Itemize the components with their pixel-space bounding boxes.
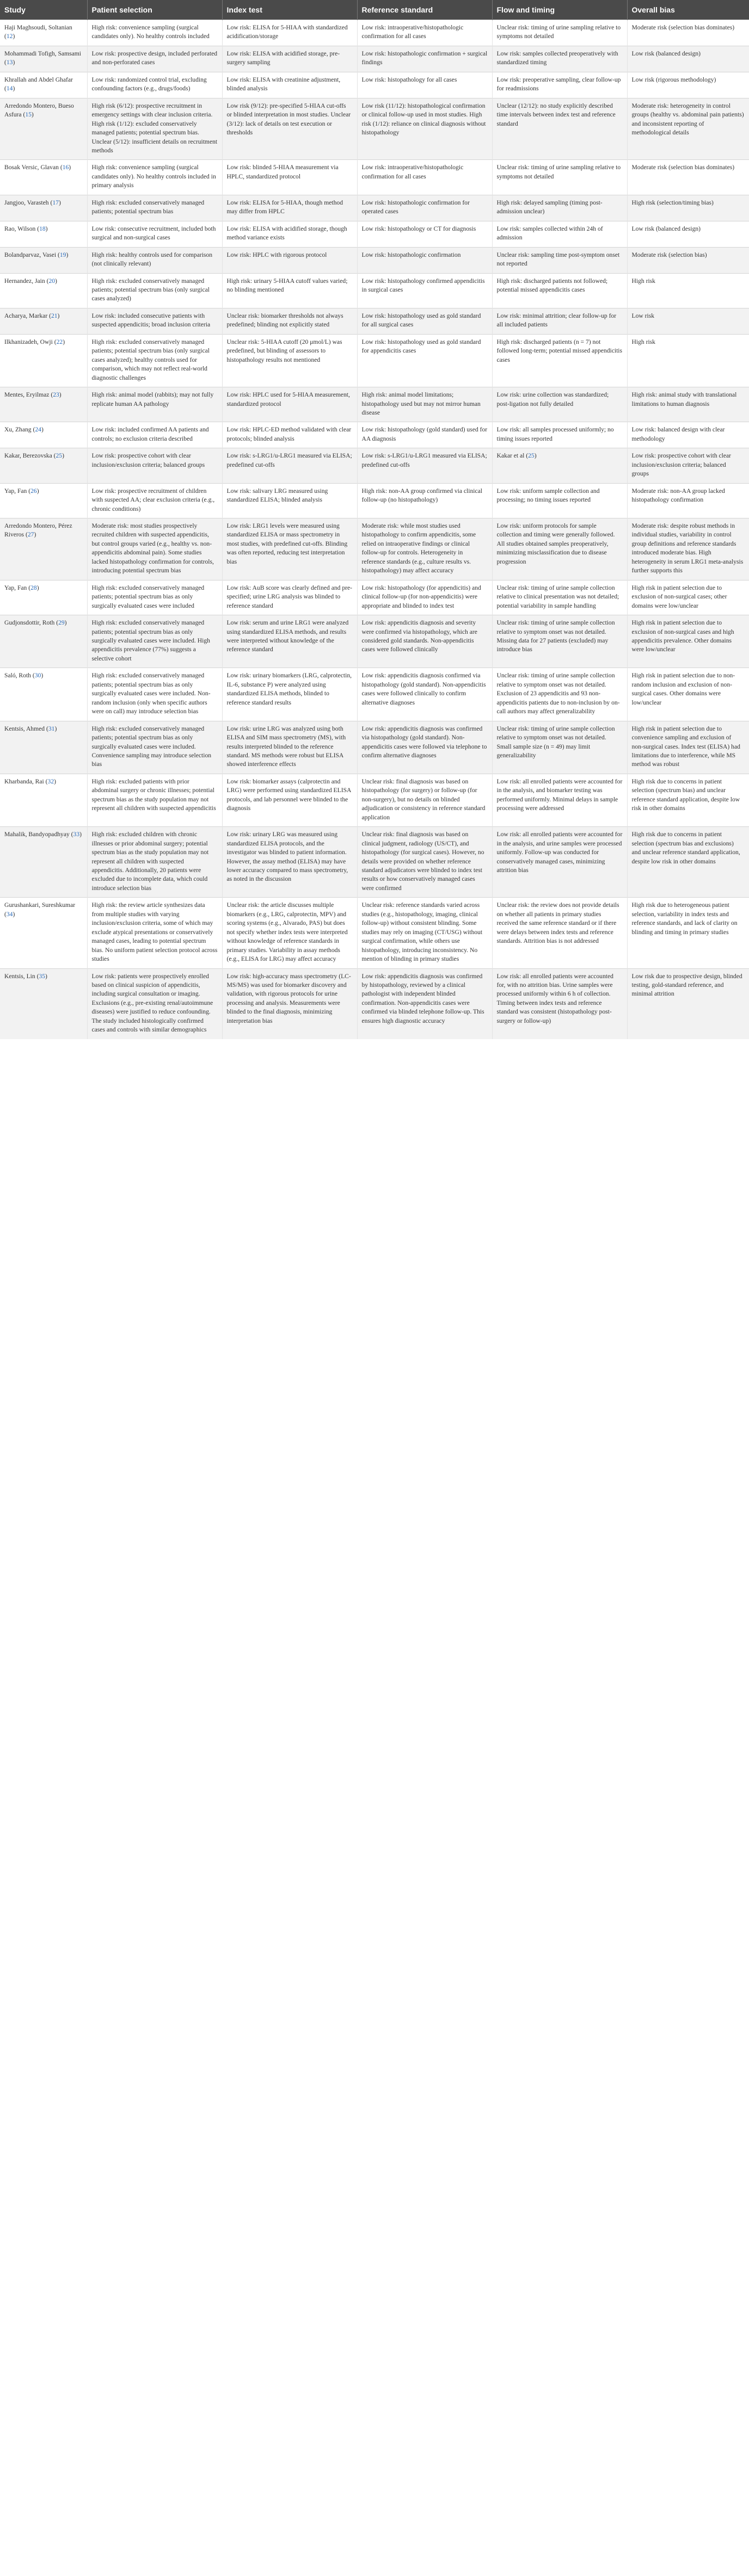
reference-standard-cell: Low risk: histopathology (gold standard) used for AA diagnosis [357,422,492,448]
table-row [0,195,749,221]
study-author: Saló, Roth [4,672,31,679]
flow-timing-cell: High risk: discharged patients (n = 7) not followed long-term; potential missed appendicitis cases [492,334,627,387]
study-author: Arredondo Montero, Bueso Asfura [4,102,74,119]
table-row [0,668,749,721]
study-author: Khrallah and Abdel Ghafar [4,76,73,83]
study-author: Bosak Versic, Glavan [4,164,59,171]
study-author: Ilkhanizadeh, Owji [4,338,53,345]
index-test-cell: Low risk: AuB score was clearly defined and pre-specified; urine LRG analysis was blinded to reference standard [222,580,357,615]
patient-selection-cell: High risk: excluded conservatively managed patients; potential spectrum bias [87,195,222,221]
reference-standard-cell: Low risk: histopathologic confirmation [357,247,492,273]
overall-bias-cell: Low risk (balanced design) [627,46,749,72]
study-author: Gudjonsdottir, Roth [4,619,55,627]
study-author: Rao, Wilson [4,225,36,232]
table-row [0,580,749,615]
study-cell: Arredondo Montero, Bueso Asfura (15) [0,98,87,160]
table-row [0,308,749,334]
flow-timing-cell: Kakar et al (25) [492,448,627,483]
patient-selection-cell: High risk: excluded conservatively managed patients; potential spectrum bias as only surgically evaluated cases were included. Non-random inclusion (only when specific authors were on call) may introduce selection bias [87,668,222,721]
table-row [0,422,749,448]
table-row [0,72,749,98]
index-test-cell: Unclear risk: biomarker thresholds not always predefined; blinding not explicitly stated [222,308,357,334]
overall-bias-cell: Low risk: balanced design with clear methodology [627,422,749,448]
flow-timing-cell: Unclear risk: the review does not provide details on whether all patients in primary studies received the same reference standard or if there were delays between index tests and reference standards. Attrition bias is not addressed [492,898,627,968]
table-row [0,898,749,968]
table-row [0,247,749,273]
citation-link[interactable]: 16 [62,164,69,171]
index-test-cell: Low risk: HPLC with rigorous protocol [222,247,357,273]
patient-selection-cell: High risk (6/12): prospective recruitment in emergency settings with clear inclusion criteria. High risk (1/12): excluded conservatively managed patients; potential spectrum bias. Unclear (5/12): insufficient details on recruitment methods [87,98,222,160]
patient-selection-cell: Low risk: included confirmed AA patients and controls; no exclusion criteria described [87,422,222,448]
flow-timing-cell: Low risk: urine collection was standardized; post-ligation not fully detailed [492,387,627,422]
table-row [0,827,749,898]
citation-link[interactable]: 29 [58,619,65,627]
index-test-cell: Low risk: biomarker assays (calprotectin and LRG) were performed using standardized ELISA protocols, and lab personnel were blinded to the diagnosis [222,774,357,826]
reference-standard-cell: Unclear risk: final diagnosis was based on clinical judgment, radiology (US/CT), and histopathology (for surgical cases). However, no details were provided on whether reference standard adjudicators were blinded to index test results or how conservatively managed cases were confirmed [357,827,492,898]
study-author: Jangjoo, Varasteh [4,199,49,206]
table-row [0,160,749,195]
study-cell: Gurushankari, Sureshkumar (34) [0,898,87,968]
study-author: Gurushankari, Sureshkumar [4,901,76,909]
study-cell: Hernandez, Jain (20) [0,273,87,308]
study-author: Arredondo Montero, Pérez Riveros [4,522,72,539]
index-test-cell: Low risk: ELISA with creatinine adjustment, blinded analysis [222,72,357,98]
table-row [0,98,749,160]
patient-selection-cell: High risk: convenience sampling (surgical candidates only). No healthy controls included in primary analysis [87,160,222,195]
overall-bias-cell: High risk in patient selection due to exclusion of non-surgical cases; other domains were low/unclear [627,580,749,615]
flow-timing-cell: Low risk: all enrolled patients were accounted for, with no attrition bias. Urine samples were processed uniformly within 6 h of collection. Timing between index tests and reference standard was consistent (histopathology post-surgery or follow-up) [492,968,627,1039]
table-row [0,518,749,580]
overall-bias-cell: High risk in patient selection due to exclusion of non-surgical cases and high appendicitis prevalence. Other domains were low/unclear [627,615,749,668]
overall-bias-cell: Low risk [627,308,749,334]
index-test-cell: Unclear risk: 5-HIAA cutoff (20 μmol/L) was predefined, but blinding of assessors to histopathology results not mentioned [222,334,357,387]
index-test-cell: Low risk: urinary LRG was measured using standardized ELISA protocols, and the investigator was blinded to patient information. However, the assay method (ELISA) may have lower accuracy compared to mass spectrometry, as noted in the discussion [222,827,357,898]
overall-bias-cell: Moderate risk: despite robust methods in individual studies, variability in control group definitions and reference standards introduced moderate bias. High heterogeneity in serum LRG1 meta-analysis further supports this [627,518,749,580]
index-test-cell: Low risk: ELISA for 5-HIAA with standardized acidification/storage [222,20,357,46]
overall-bias-cell: High risk due to concerns in patient selection (spectrum bias and exclusions) and unclear reference standard application, despite low risk in other domains [627,827,749,898]
flow-timing-cell: Unclear risk: timing of urine sample collection relative to symptom onset was not detailed. Small sample size (n = 49) may limit generalizability [492,721,627,774]
citation-link[interactable]: 31 [48,725,55,732]
overall-bias-cell: High risk (selection/timing bias) [627,195,749,221]
citation-link[interactable]: 12 [6,33,13,40]
patient-selection-cell: High risk: the review article synthesizes data from multiple studies with varying inclusion/exclusion criteria, some of which may exclude atypical presentations or conservatively managed cases, leading to potential spectrum bias. No uniform patient selection protocol across studies [87,898,222,968]
study-cell: Rao, Wilson (18) [0,221,87,247]
flow-timing-cell: Unclear risk: sampling time post-symptom onset not reported [492,247,627,273]
reference-standard-cell: Low risk: s-LRG1/u-LRG1 measured via ELISA; predefined cut-offs [357,448,492,483]
flow-timing-cell: Low risk: all enrolled patients were accounted for in the analysis, and biomarker testing was performed uniformly. Minimal delays in sample processing were addressed [492,774,627,826]
flow-timing-cell: Unclear risk: timing of urine sample collection relative to symptom onset was not detailed. Missing data for 27 patients (excluded) may introduce bias [492,615,627,668]
study-author: Kharbanda, Rai [4,777,44,785]
patient-selection-cell: Low risk: included consecutive patients with suspected appendicitis; broad inclusion criteria [87,308,222,334]
table-row [0,46,749,72]
overall-bias-cell: High risk [627,273,749,308]
index-test-cell: Low risk: ELISA with acidified storage, though method variance exists [222,221,357,247]
reference-standard-cell: Low risk: appendicitis diagnosis confirmed via histopathology (gold standard). Non-appendicitis cases were followed clinically to confirm alternative diagnoses [357,668,492,721]
overall-bias-cell: Moderate risk: heterogeneity in control groups (healthy vs. abdominal pain patients) and inconsistent reporting of methodological details [627,98,749,160]
citation-link[interactable]: 13 [6,59,13,66]
index-test-cell: Low risk: HPLC used for 5-HIAA measurement, standardized protocol [222,387,357,422]
study-author: Kakar, Berezovska [4,452,52,460]
study-cell: Haji Maghsoudi, Soltanian (12) [0,20,87,46]
overall-bias-cell: Low risk (rigorous methodology) [627,72,749,98]
study-cell: Yap, Fan (26) [0,483,87,518]
study-cell: Mahalik, Bandyopadhyay (33) [0,827,87,898]
patient-selection-cell: High risk: animal model (rabbits); may not fully replicate human AA pathology [87,387,222,422]
study-author: Mohammadi Tofigh, Samsami [4,50,81,57]
table-row [0,721,749,774]
study-cell: Xu, Zhang (24) [0,422,87,448]
study-cell: Kentsis, Lin (35) [0,968,87,1039]
flow-timing-cell: Low risk: minimal attrition; clear follow-up for all included patients [492,308,627,334]
citation-link[interactable]: 20 [48,277,56,285]
header-row [0,0,749,20]
table-body [0,20,749,1039]
flow-timing-cell: Low risk: uniform sample collection and processing; no timing issues reported [492,483,627,518]
index-test-cell: Unclear risk: the article discusses multiple biomarkers (e.g., LRG, calprotectin, MPV) and scoring systems (e.g., Alvarado, PAS) but does not specify whether index tests were interpreted without knowledge of reference standards in primary studies. Variability in assay methods (e.g., ELISA for LRG) may affect accuracy [222,898,357,968]
overall-bias-cell: High risk [627,334,749,387]
table-row [0,483,749,518]
index-test-cell: High risk: urinary 5-HIAA cutoff values varied; no blinding mentioned [222,273,357,308]
reference-standard-cell: Low risk: histopathologic confirmation for operated cases [357,195,492,221]
flow-timing-cell: Unclear (12/12): no study explicitly described time intervals between index test and reference standard [492,98,627,160]
reference-standard-cell: Low risk: histopathology (for appendicitis) and clinical follow-up (for non-appendicitis) were appropriate and blinded to index test [357,580,492,615]
flow-timing-cell: Low risk: all samples processed uniformly; no timing issues reported [492,422,627,448]
reference-standard-cell: Low risk: appendicitis diagnosis and severity were confirmed via histopathology, which are considered gold standards. Non-appendicitis cases were followed clinically [357,615,492,668]
study-cell: Mohammadi Tofigh, Samsami (13) [0,46,87,72]
flow-timing-cell: Unclear risk: timing of urine sampling relative to symptoms not detailed [492,20,627,46]
patient-selection-cell: Moderate risk: most studies prospectively recruited children with suspected appendicitis, but control groups varied (e.g., healthy vs. non-appendicitis abdominal pain). Some studies lacked histopathology confirmation for controls, introducing potential spectrum bias [87,518,222,580]
study-cell: Kakar, Berezovska (25) [0,448,87,483]
study-cell: Gudjonsdottir, Roth (29) [0,615,87,668]
study-cell: Yap, Fan (28) [0,580,87,615]
overall-bias-cell: Moderate risk: non-AA group lacked histopathology confirmation [627,483,749,518]
flow-timing-cell: Unclear risk: timing of urine sample collection relative to symptom onset was not detailed. Exclusion of 23 appendicitis and 93 non-appendicitis patients due to non-inclusion by on-call authors may affect generalizability [492,668,627,721]
index-test-cell: Low risk: ELISA for 5-HIAA, though method may differ from HPLC [222,195,357,221]
reference-standard-cell: Low risk: histopathology used as gold standard for all surgical cases [357,308,492,334]
patient-selection-cell: High risk: excluded conservatively managed patients; potential spectrum bias as only surgically evaluated cases were included [87,580,222,615]
study-cell: Arredondo Montero, Pérez Riveros (27) [0,518,87,580]
study-cell: Bolandparvaz, Vasei (19) [0,247,87,273]
citation-link[interactable]: 25 [56,452,63,460]
patient-selection-cell: High risk: healthy controls used for comparison (not clinically relevant) [87,247,222,273]
reference-standard-cell: Low risk: histopathology used as gold standard for appendicitis cases [357,334,492,387]
overall-bias-cell: Low risk: prospective cohort with clear inclusion/exclusion criteria; balanced groups [627,448,749,483]
flow-timing-cell: Unclear risk: timing of urine sample collection relative to clinical presentation was not detailed; potential variability in sample handling [492,580,627,615]
reference-standard-cell: Low risk: intraoperative/histopathologic confirmation for all cases [357,20,492,46]
citation-link[interactable]: 19 [59,251,66,258]
index-test-cell: Low risk: urinary biomarkers (LRG, calprotectin, IL-6, substance P) were analyzed using standardized ELISA methods, blinded to reference standard results [222,668,357,721]
reference-standard-cell: Low risk: intraoperative/histopathologic confirmation for all cases [357,160,492,195]
study-author: Kentsis, Lin [4,972,35,980]
study-author: Hernandez, Jain [4,277,45,285]
study-cell: Mentes, Eryilmaz (23) [0,387,87,422]
study-cell: Ilkhanizadeh, Owji (22) [0,334,87,387]
patient-selection-cell: Low risk: consecutive recruitment, included both surgical and non-surgical cases [87,221,222,247]
patient-selection-cell: High risk: excluded conservatively managed patients; potential spectrum bias as only surgically evaluated cases were included. Convenience sampling may introduce selection bias [87,721,222,774]
reference-standard-cell: Low risk: histopathologic confirmation + surgical findings [357,46,492,72]
table-row [0,334,749,387]
citation-link[interactable]: 35 [39,972,46,980]
reference-standard-cell: Low risk: histopathology confirmed appendicitis in surgical cases [357,273,492,308]
patient-selection-cell: Low risk: prospective design, included perforated and non-perforated cases [87,46,222,72]
flow-timing-cell: Low risk: preoperative sampling, clear follow-up for readmissions [492,72,627,98]
index-test-cell: Low risk: serum and urine LRG1 were analyzed using standardized ELISA methods, and results were interpreted without knowledge of the reference standard [222,615,357,668]
reference-standard-cell: High risk: animal model limitations; histopathology used but may not mirror human disease [357,387,492,422]
patient-selection-cell: High risk: convenience sampling (surgical candidates only). No healthy controls included [87,20,222,46]
flow-timing-cell: Low risk: samples collected preoperatively with standardized timing [492,46,627,72]
table-row [0,615,749,668]
overall-bias-cell: Moderate risk (selection bias) [627,247,749,273]
reference-standard-cell: Low risk: histopathology or CT for diagnosis [357,221,492,247]
reference-standard-cell: Unclear risk: final diagnosis was based on histopathology (for surgery) or follow-up (for non-surgery), but no details on blinded adjudication or consistency in reference standard application [357,774,492,826]
citation-link[interactable]: 14 [6,85,13,92]
header-flow-timing: Flow and timing [492,0,627,20]
table-row [0,774,749,826]
flow-timing-cell: High risk: discharged patients not followed; potential missed appendicitis cases [492,273,627,308]
patient-selection-cell: Low risk: prospective cohort with clear inclusion/exclusion criteria; balanced groups [87,448,222,483]
patient-selection-cell: High risk: excluded children with chronic illnesses or prior abdominal surgery; potential spectrum bias as the study population may not represent all children with suspected appendicitis. Additionally, 20 patients were excluded due to incomplete data, which could introduce selection bias [87,827,222,898]
header-study: Study [0,0,87,20]
header-reference-standard: Reference standard [357,0,492,20]
index-test-cell: Low risk: ELISA with acidified storage, pre-surgery sampling [222,46,357,72]
index-test-cell: Low risk: urine LRG was analyzed using both ELISA and SIM mass spectrometry (MS), with results interpreted blinded to the reference standard. MS methods were robust but ELISA showed interference effects [222,721,357,774]
study-author: Haji Maghsoudi, Soltanian [4,24,72,31]
citation-link[interactable]: 32 [47,777,54,785]
table-row [0,273,749,308]
table-row [0,968,749,1039]
overall-bias-cell: High risk due to heterogeneous patient selection, variability in index tests and reference standards, and lack of clarity on blinding and timing in primary studies [627,898,749,968]
index-test-cell: Low risk: blinded 5-HIAA measurement via HPLC, standardized protocol [222,160,357,195]
reference-standard-cell: Low risk: appendicitis diagnosis was confirmed by histopathology, reviewed by a clinical pathologist with independent blinded confirmation. Non-appendicitis cases were confirmed via blinded telephone follow-up. This ensures high diagnostic accuracy [357,968,492,1039]
study-cell: Saló, Roth (30) [0,668,87,721]
flow-timing-cell: Low risk: uniform protocols for sample collection and timing were generally followed. All studies obtained samples preoperatively, minimizing misclassification due to disease progression [492,518,627,580]
citation-link[interactable]: 30 [34,672,41,679]
study-cell: Bosak Versic, Glavan (16) [0,160,87,195]
overall-bias-cell: Low risk due to prospective design, blinded testing, gold-standard reference, and minimal attrition [627,968,749,1039]
study-author: Xu, Zhang [4,426,32,434]
table-row [0,20,749,46]
citation-link[interactable]: 25 [528,452,535,460]
flow-timing-cell: Low risk: samples collected within 24h of admission [492,221,627,247]
index-test-cell: Low risk: salivary LRG measured using standardized ELISA; blinded analysis [222,483,357,518]
study-cell: Kharbanda, Rai (32) [0,774,87,826]
patient-selection-cell: High risk: excluded patients with prior abdominal surgery or chronic illnesses; potential spectrum bias as the study population may not represent all children with suspected appendicitis [87,774,222,826]
patient-selection-cell: High risk: excluded conservatively managed patients; potential spectrum bias (only surgical cases analyzed) [87,273,222,308]
index-test-cell: Low risk: LRG1 levels were measured using standardized ELISA or mass spectrometry in most studies, with predefined cut-offs. Blinding was often reported, reducing test interpretation bias [222,518,357,580]
patient-selection-cell: Low risk: prospective recruitment of children with suspected AA; clear exclusion criteria (e.g., chronic conditions) [87,483,222,518]
citation-link[interactable]: 33 [73,831,80,838]
reference-standard-cell: Low risk: appendicitis diagnosis was confirmed via histopathology (gold standard). Non-appendicitis cases were followed via telephone to confirm alternative diagnoses [357,721,492,774]
table-row [0,221,749,247]
reference-standard-cell: High risk: non-AA group confirmed via clinical follow-up (no histopathology) [357,483,492,518]
index-test-cell: Low risk (9/12): pre-specified 5-HIAA cut-offs or blinded interpretation in most studies. Unclear (3/12): lack of details on test execution or thresholds [222,98,357,160]
study-author: Mentes, Eryilmaz [4,391,50,399]
citation-link[interactable]: 18 [39,225,46,232]
index-test-cell: Low risk: s-LRG1/u-LRG1 measured via ELISA; predefined cut-offs [222,448,357,483]
reference-standard-cell: Low risk: histopathology for all cases [357,72,492,98]
study-cell: Jangjoo, Varasteh (17) [0,195,87,221]
overall-bias-cell: High risk in patient selection due to convenience sampling and exclusion of non-surgical cases. Index test (ELISA) had limitations due to interference, while MS method was robust [627,721,749,774]
overall-bias-cell: High risk: animal study with translational limitations to human diagnosis [627,387,749,422]
patient-selection-cell: High risk: excluded conservatively managed patients; potential spectrum bias (only surgical cases analyzed); healthy controls used for comparison, which may not reflect real-world diagnostic challenges [87,334,222,387]
index-test-cell: Low risk: high-accuracy mass spectrometry (LC-MS/MS) was used for biomarker discovery and validation, with rigorous protocols for urine processing and analysis. Measurements were blinded to the final diagnosis, minimizing interpretation bias [222,968,357,1039]
header-patient-selection: Patient selection [87,0,222,20]
flow-timing-cell: High risk: delayed sampling (timing post-admission unclear) [492,195,627,221]
reference-standard-cell: Low risk (11/12): histopathological confirmation or clinical follow-up used in most studies. High risk (1/12): reliance on clinical diagnosis without histopathology [357,98,492,160]
citation-link[interactable]: 17 [52,199,59,206]
patient-selection-cell: Low risk: randomized control trial, excluding confounding factors (e.g., drugs/foods) [87,72,222,98]
study-cell: Khrallah and Abdel Ghafar (14) [0,72,87,98]
patient-selection-cell: High risk: excluded conservatively managed patients; potential spectrum bias as only surgically evaluated cases were included. High appendicitis prevalence (77%) suggests a selective cohort [87,615,222,668]
reference-standard-cell: Unclear risk: reference standards varied across studies (e.g., histopathology, imaging, clinical follow-up) without consistent blinding. Some studies may rely on imaging (CT/USG) without surgical confirmation, while others use histopathology, introducing inconsistency. No mention of blinding in primary studies [357,898,492,968]
header-overall-bias: Overall bias [627,0,749,20]
study-author: Bolandparvaz, Vasei [4,251,57,258]
flow-timing-cell: Unclear risk: timing of urine sampling relative to symptoms not detailed [492,160,627,195]
risk-of-bias-table [0,0,749,1039]
study-cell: Kentsis, Ahmed (31) [0,721,87,774]
flow-timing-cell: Low risk: all enrolled patients were accounted for in the analysis, and urine samples were processed uniformly. Follow-up was conducted for conservatively managed cases, minimizing attrition bias [492,827,627,898]
overall-bias-cell: Moderate risk (selection bias dominates) [627,160,749,195]
citation-link[interactable]: 23 [53,391,59,399]
overall-bias-cell: High risk due to concerns in patient selection (spectrum bias) and unclear reference standard application, despite low risk in other domains [627,774,749,826]
citation-link[interactable]: 26 [30,487,37,495]
study-author: Acharya, Markar [4,312,48,319]
table-row [0,448,749,483]
study-author: Mahalik, Bandyopadhyay [4,831,70,838]
study-cell: Acharya, Markar (21) [0,308,87,334]
citation-link[interactable]: 34 [6,910,13,918]
header-index-test: Index test [222,0,357,20]
study-author: Kentsis, Ahmed [4,725,45,732]
citation-link[interactable]: 24 [35,426,41,434]
citation-link[interactable]: 15 [25,111,32,119]
patient-selection-cell: Low risk: patients were prospectively enrolled based on clinical suspicion of appendicitis, including surgical consultation or imaging. Exclusions (e.g., pre-existing renal/autoimmune diseases) were justified to reduce confounding. The study included histologically confirmed cases and controls with similar demographics [87,968,222,1039]
table-row [0,387,749,422]
citation-link[interactable]: 27 [27,531,34,539]
index-test-cell: Low risk: HPLC-ED method validated with clear protocols; blinded analysis [222,422,357,448]
citation-link[interactable]: 22 [56,338,63,345]
overall-bias-cell: High risk in patient selection due to non-random inclusion and exclusion of non-surgical cases. Other domains were low/unclear [627,668,749,721]
study-author: Yap, Fan [4,487,27,495]
study-author: Yap, Fan [4,584,27,591]
reference-standard-cell: Moderate risk: while most studies used histopathology to confirm appendicitis, some relied on intraoperative findings or clinical follow-up for controls. Heterogeneity in reference standards (e.g., culture results vs. histopathology) may affect accuracy [357,518,492,580]
overall-bias-cell: Moderate risk (selection bias dominates) [627,20,749,46]
citation-link[interactable]: 28 [30,584,37,591]
citation-link[interactable]: 21 [51,312,58,319]
overall-bias-cell: Low risk (balanced design) [627,221,749,247]
